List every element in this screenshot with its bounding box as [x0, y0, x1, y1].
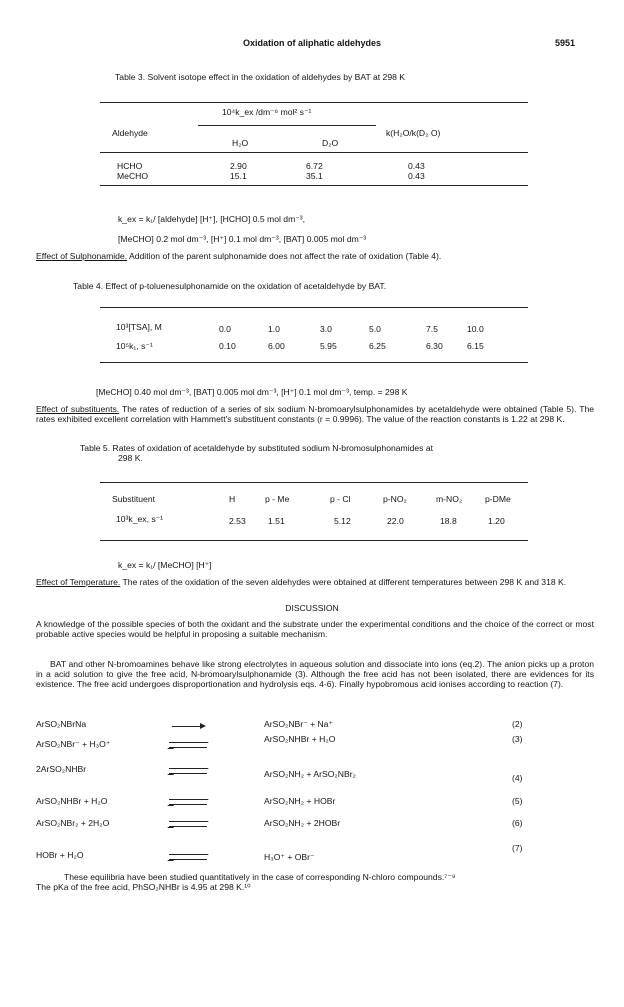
eq-number: (2): [512, 719, 523, 729]
table4-caption: Table 4. Effect of p-toluenesulphonamide on the oxidation of acetaldehyde by BAT.: [73, 281, 387, 291]
table4-cell: 10.0: [467, 324, 484, 334]
table4-note: [MeCHO] 0.40 mol dm⁻³, [BAT] 0.005 mol dm⁻³, [H⁺] 0.1 mol dm⁻³, temp. = 298 K: [96, 387, 408, 397]
eq-right: ArSO₂NH₂ + HOBr: [264, 796, 336, 806]
eq-right: H₃O⁺ + OBr⁻: [264, 852, 315, 862]
table4-cell: 6.00: [268, 341, 285, 351]
table3-row-d2o: 6.72: [306, 161, 323, 171]
equilibrium-arrow: [169, 853, 207, 862]
table5-cell: H: [229, 494, 236, 504]
table5-row1-label: Substituent: [112, 494, 155, 504]
eq-right: ArSO₂NBr⁻ + Na⁺: [264, 719, 333, 729]
para-heading: Effect of substituents.: [36, 404, 120, 414]
table5-cell: 1.20: [488, 516, 505, 526]
table4-cell: 6.25: [369, 341, 386, 351]
eq-left: HOBr + H₂O: [36, 850, 84, 860]
table5-top-rule: [100, 482, 528, 483]
equilibrium-arrow: [169, 820, 207, 829]
table3-row-h2o: 2.90: [230, 161, 247, 171]
para-text: The rates of the oxidation of the seven aldehydes were obtained at different temperatures between 298 K and 318 K.: [120, 577, 567, 587]
eq-left: 2ArSO₂NHBr: [36, 764, 87, 774]
table3-sub-rule: [198, 125, 376, 126]
table4-cell: 3.0: [320, 324, 332, 334]
discussion-para3-line2: The pKa of the free acid, PhSO₂NHBr is 4.95 at 298 K.¹⁰: [36, 882, 251, 892]
table3-col-aldehyde: Aldehyde: [112, 128, 148, 138]
eq-left: ArSO₂NBr₂ + 2H₂O: [36, 818, 110, 828]
table4-cell: 6.30: [426, 341, 443, 351]
para-temperature: [36, 577, 594, 587]
table5-cell: 5.12: [334, 516, 351, 526]
discussion-para2: BAT and other N-bromoamines behave like strong electrolytes in aqueous solution and dissociate into ions (eq.2). The anion picks up a proton in a acid solution to give the free acid, N-bromoarylsulphonamide (3). Although the free acid has not been isolated, there are evidences for its existence. The free acid undergoes disproportionation and hydrolysis eqs. 4-6). Finally hypobromous acid ionises according to reaction (7).: [36, 659, 594, 689]
eq-left: ArSO₂NBr⁻ + H₃O⁺: [36, 739, 111, 749]
table5-cell: 18.8: [440, 516, 457, 526]
table3-col-kex: 10⁴k_ex /dm⁻⁶ mol² s⁻¹: [222, 107, 312, 117]
table4-row1-label: 10³[TSA], M: [116, 322, 162, 332]
table5-cell: 22.0: [387, 516, 404, 526]
eq-number: (6): [512, 818, 523, 828]
table3-bottom-rule: [100, 185, 528, 186]
eq-right: ArSO₂NH₂ + 2HOBr: [264, 818, 341, 828]
table4-cell: 0.0: [219, 324, 231, 334]
table3-row-h2o: 15.1: [230, 171, 247, 181]
table5-bottom-rule: [100, 540, 528, 541]
forward-arrow: [172, 722, 206, 731]
table3-col-d2o: D₂O: [322, 138, 339, 148]
table3-col-h2o: H₂O: [232, 138, 249, 148]
equilibrium-arrow: [169, 767, 207, 776]
eq-left: ArSO₂NHBr + H₂O: [36, 796, 108, 806]
table4-cell: 0.10: [219, 341, 236, 351]
table5-row2-label: 10³k_ex, s⁻¹: [116, 514, 164, 524]
table4-row2-label: 10⁵k₁, s⁻¹: [116, 341, 153, 351]
table4-bottom-rule: [100, 362, 528, 363]
eq-number: (3): [512, 734, 523, 744]
table3-row-aldehyde: HCHO: [117, 161, 143, 171]
eq-number: (4): [512, 773, 523, 783]
page-number: 5951: [555, 38, 576, 48]
equilibrium-arrow: [169, 798, 207, 807]
running-title: Oxidation of aliphatic aldehydes: [242, 38, 382, 48]
eq-number: (5): [512, 796, 523, 806]
table4-cell: 6.15: [467, 341, 484, 351]
table3-row-ratio: 0.43: [408, 171, 425, 181]
table3-top-rule: [100, 102, 528, 103]
eq-number: (7): [512, 843, 523, 853]
table4-cell: 5.0: [369, 324, 381, 334]
eq-left: ArSO₂NBrNa: [36, 719, 87, 729]
para-text: The rates of reduction of a series of six sodium N-bromoarylsulphonamides by acetaldehyde were obtained (Table 5). The rates exhibited excellent correlation with Hammett's substituent constants (r = 0.9996). The value of the reaction constants is 1.22 at 298 K.: [36, 404, 595, 424]
para-sulphonamide: [36, 251, 594, 261]
table3-row-aldehyde: MeCHO: [117, 171, 149, 181]
table5-cell: 1.51: [268, 516, 285, 526]
para-substituents: [36, 404, 594, 424]
table4-top-rule: [100, 307, 528, 308]
table5-cell: p-NO₂: [383, 494, 407, 504]
table5-cell: 2.53: [229, 516, 246, 526]
table5-cell: p-DMe: [485, 494, 511, 504]
table4-cell: 7.5: [426, 324, 438, 334]
table3-row-d2o: 35.1: [306, 171, 323, 181]
table3-note2: [MeCHO] 0.2 mol dm⁻³, [H⁺] 0.1 mol dm⁻³, [BAT] 0.005 mol dm⁻³: [118, 234, 367, 244]
discussion-heading: DISCUSSION: [285, 603, 339, 613]
table5-note: k_ex = k₁/ [MeCHO] [H⁺]: [118, 560, 212, 570]
table3-row-ratio: 0.43: [408, 161, 425, 171]
table3-col-ratio: k(H₂O/k(D₂ O): [386, 128, 441, 138]
table5-cell: m-NO₂: [436, 494, 463, 504]
table3-caption: Table 3. Solvent isotope effect in the oxidation of aldehydes by BAT at 298 K: [115, 72, 405, 82]
discussion-para3-line1: These equilibria have been studied quantitatively in the case of corresponding N-chloro compounds.⁷⁻⁹: [64, 872, 456, 882]
table5-cell: p - Cl: [330, 494, 351, 504]
table4-cell: 1.0: [268, 324, 280, 334]
eq-right: ArSO₂NH₂ + ArSO₂NBr₂: [264, 769, 356, 779]
table5-cell: p - Me: [265, 494, 290, 504]
para-text: Addition of the parent sulphonamide does not affect the rate of oxidation (Table 4).: [127, 251, 442, 261]
para-heading: Effect of Temperature.: [36, 577, 121, 587]
eq-right: ArSO₂NHBr + H₂O: [264, 734, 336, 744]
table4-cell: 5.95: [320, 341, 337, 351]
table3-note1: k_ex = k₁/ [aldehyde] [H⁺], [HCHO] 0.5 mol dm⁻³,: [118, 214, 306, 224]
table5-caption-line2: 298 K.: [118, 453, 143, 463]
para-heading: Effect of Sulphonamide.: [36, 251, 128, 261]
table3-mid-rule: [100, 152, 528, 153]
table5-caption-line1: Table 5. Rates of oxidation of acetaldehyde by substituted sodium N-bromosulphonamides at: [80, 443, 434, 453]
discussion-para1: A knowledge of the possible species of both the oxidant and the substrate under the experimental conditions and the choice of the correct or most probable active species would be helpful in proposing a suitable mechanism.: [36, 619, 594, 639]
equilibrium-arrow: [169, 741, 207, 750]
